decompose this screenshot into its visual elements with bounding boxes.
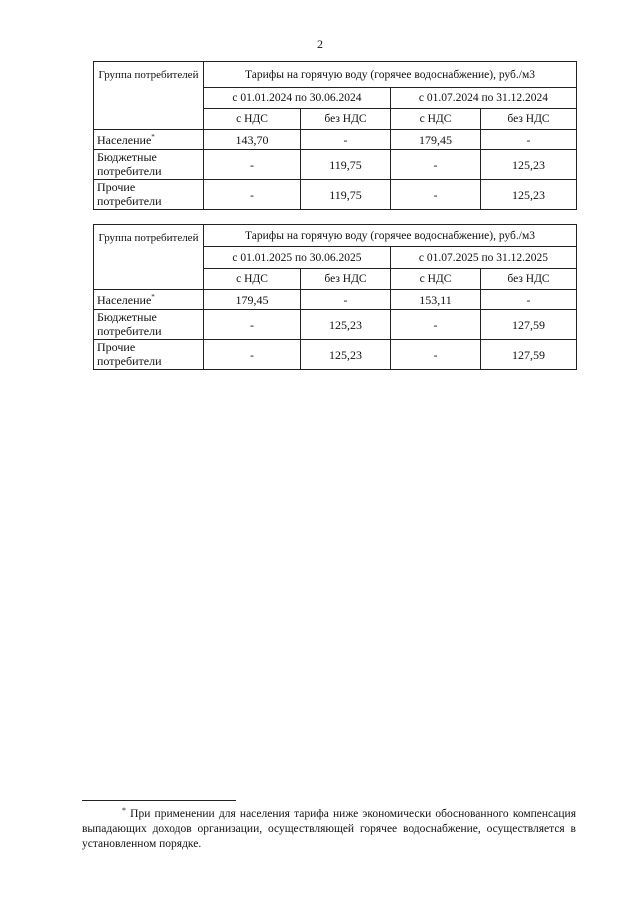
group-header: Группа потребителей	[94, 62, 204, 130]
tariff-value: 143,70	[204, 130, 301, 150]
period-header: с 01.01.2024 по 30.06.2024	[204, 88, 391, 109]
tariff-table-2025	[93, 224, 577, 370]
row-label: Население*	[94, 290, 204, 310]
tariff-value: -	[204, 180, 301, 210]
table-row	[94, 180, 577, 210]
row-label: Прочие потребители	[94, 180, 204, 210]
tariff-value: -	[391, 310, 481, 340]
tariff-value: 153,11	[391, 290, 481, 310]
table-row	[94, 340, 577, 370]
tariff-value: 179,45	[204, 290, 301, 310]
table-row	[94, 290, 577, 310]
row-label: Бюджетные потребители	[94, 310, 204, 340]
footnote-marker: *	[122, 806, 126, 815]
tariff-value: 179,45	[391, 130, 481, 150]
table-row	[94, 150, 577, 180]
group-header: Группа потребителей	[94, 225, 204, 290]
vat-subheader: без НДС	[301, 269, 391, 290]
footnote-marker: *	[151, 133, 155, 142]
tariff-value: -	[391, 180, 481, 210]
tariff-value: -	[391, 340, 481, 370]
footnote	[82, 803, 576, 852]
period-header: с 01.07.2025 по 31.12.2025	[391, 247, 577, 269]
row-label: Население*	[94, 130, 204, 150]
footnote-separator	[82, 800, 236, 801]
tariff-header: Тарифы на горячую воду (горячее водоснабжение), руб./м3	[204, 225, 577, 247]
tariff-table-2024	[93, 61, 577, 210]
footnote-text: При применении для населения тарифа ниже экономически обоснованного компенсация выпадающих доходов организации, осуществляющей горячее водоснабжение, осуществляется в установленном порядке.	[82, 808, 576, 850]
tariff-value: 127,59	[481, 340, 577, 370]
vat-subheader: без НДС	[481, 269, 577, 290]
tariff-value: -	[391, 150, 481, 180]
tariff-value: 125,23	[301, 310, 391, 340]
tariff-value: 127,59	[481, 310, 577, 340]
tariff-value: -	[204, 310, 301, 340]
row-label: Прочие потребители	[94, 340, 204, 370]
tariff-value: -	[204, 150, 301, 180]
tariff-value: -	[301, 290, 391, 310]
tariff-value: -	[481, 290, 577, 310]
tariff-value: 119,75	[301, 150, 391, 180]
tariff-value: 119,75	[301, 180, 391, 210]
row-label: Бюджетные потребители	[94, 150, 204, 180]
table-row	[94, 310, 577, 340]
vat-subheader: без НДС	[481, 109, 577, 130]
period-header: с 01.07.2024 по 31.12.2024	[391, 88, 577, 109]
tariff-value: 125,23	[481, 150, 577, 180]
vat-subheader: с НДС	[204, 109, 301, 130]
vat-subheader: без НДС	[301, 109, 391, 130]
tariff-value: 125,23	[481, 180, 577, 210]
tariff-header: Тарифы на горячую воду (горячее водоснабжение), руб./м3	[204, 62, 577, 88]
vat-subheader: с НДС	[204, 269, 301, 290]
tariff-value: 125,23	[301, 340, 391, 370]
table-row	[94, 130, 577, 150]
period-header: с 01.01.2025 по 30.06.2025	[204, 247, 391, 269]
tariff-value: -	[204, 340, 301, 370]
footnote-marker: *	[151, 293, 155, 302]
vat-subheader: с НДС	[391, 109, 481, 130]
tariff-value: -	[481, 130, 577, 150]
vat-subheader: с НДС	[391, 269, 481, 290]
tariff-value: -	[301, 130, 391, 150]
page-number: 2	[317, 37, 323, 51]
